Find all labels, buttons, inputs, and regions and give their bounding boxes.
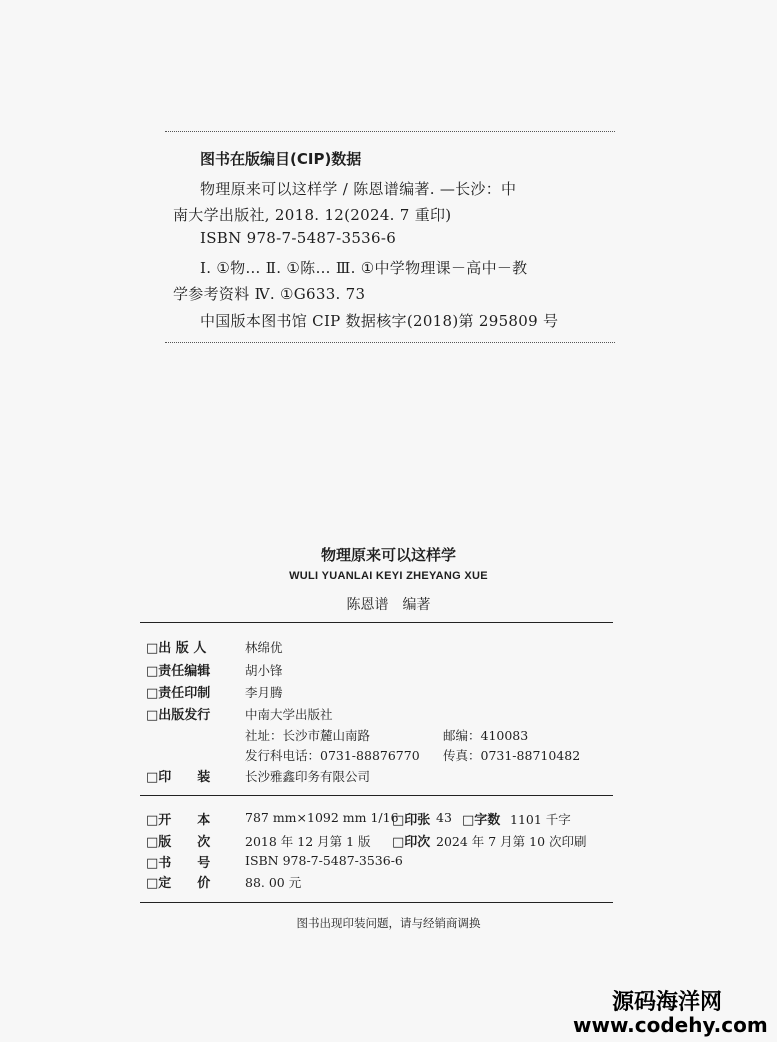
cip-top-rule — [165, 131, 615, 132]
specs-bottom-rule — [140, 902, 613, 903]
publisher-label: □出版发行 — [146, 708, 211, 723]
isbn: ISBN 978-7-5487-3536-6 — [245, 853, 403, 868]
cip-line-5: 学参考资料 Ⅳ. ①G633. 73 — [173, 285, 366, 303]
publisher-phone: 发行科电话：0731-88876770 — [245, 748, 420, 763]
cip-line-2: 南大学出版社, 2018. 12(2024. 7 重印) — [173, 206, 452, 224]
credits-top-rule — [140, 622, 613, 623]
format: 787 mm×1092 mm 1/16 — [245, 810, 399, 825]
edition-label: □版 次 — [146, 835, 211, 850]
editor: 胡小锋 — [245, 663, 283, 678]
printing-label: □印次 — [392, 835, 431, 850]
price-label: □定 价 — [146, 876, 211, 891]
cip-line-4: Ⅰ. ①物… Ⅱ. ①陈… Ⅲ. ①中学物理课－高中－教 — [200, 259, 528, 277]
publisher-fax: 传真：0731-88710482 — [443, 748, 581, 763]
printer: 长沙雅鑫印务有限公司 — [245, 769, 371, 784]
book-title-en: WULI YUANLAI KEYI ZHEYANG XUE — [289, 570, 488, 582]
sheets-label: □印张 — [392, 813, 431, 828]
words-label: □字数 — [462, 813, 501, 828]
footer-note: 图书出现印装问题，请与经销商调换 — [296, 916, 481, 930]
book-author: 陈恩谱 编著 — [346, 597, 431, 613]
print-manager: 李月腾 — [245, 685, 283, 700]
printer-label: □印 装 — [146, 770, 211, 785]
publisher-address: 社址：长沙市麓山南路 — [245, 728, 371, 743]
watermark-url: www.codehy.com — [573, 1013, 768, 1037]
price: 88. 00 元 — [245, 875, 302, 890]
publisher-person: 林绵优 — [245, 640, 283, 655]
watermark-title: 源码海洋网 — [612, 990, 723, 1015]
cip-heading: 图书在版编目(CIP)数据 — [200, 150, 362, 168]
book-title-cn: 物理原来可以这样学 — [320, 546, 456, 564]
cip-line-6: 中国版本图书馆 CIP 数据核字(2018)第 295809 号 — [200, 312, 559, 330]
cip-line-1: 物理原来可以这样学 / 陈恩谱编著. —长沙：中 — [200, 180, 517, 198]
sheets: 43 — [436, 810, 452, 825]
words: 1101 千字 — [510, 812, 571, 827]
specs-top-rule — [140, 795, 613, 796]
editor-label: □责任编辑 — [146, 664, 211, 679]
printing: 2024 年 7 月第 10 次印刷 — [436, 834, 587, 849]
edition: 2018 年 12 月第 1 版 — [245, 834, 371, 849]
isbn-label: □书 号 — [146, 856, 211, 871]
cip-line-3: ISBN 978-7-5487-3536-6 — [200, 229, 397, 247]
print-manager-label: □责任印制 — [146, 686, 211, 701]
publisher: 中南大学出版社 — [245, 707, 333, 722]
cip-bottom-rule — [165, 342, 615, 343]
format-label: □开 本 — [146, 813, 211, 828]
publisher-person-label: □出 版 人 — [146, 641, 207, 656]
publisher-postcode: 邮编：410083 — [443, 728, 529, 743]
